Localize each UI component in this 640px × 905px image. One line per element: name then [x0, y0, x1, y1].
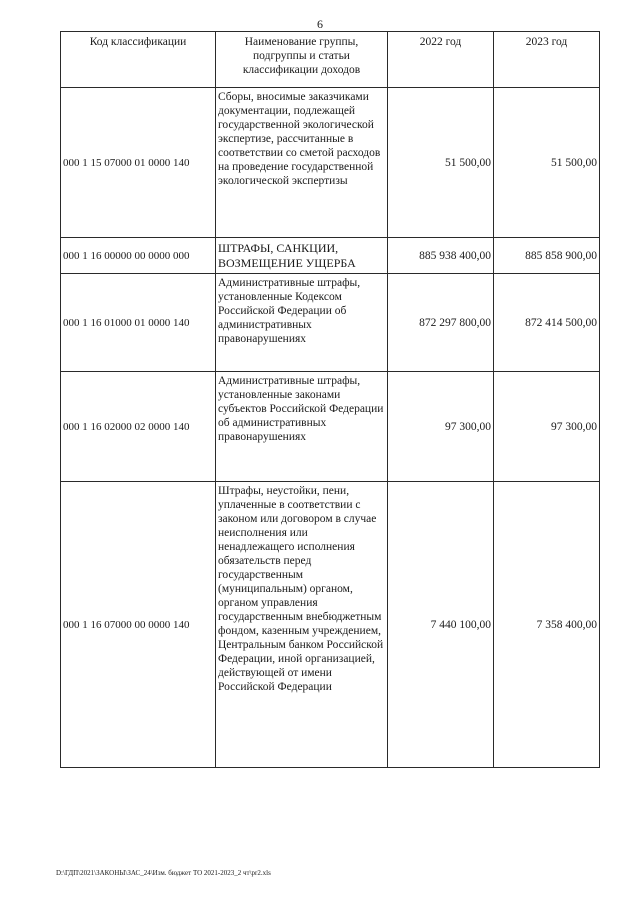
- amount-2022: 872 297 800,00: [388, 274, 494, 372]
- header-name: Наименование группы, подгруппы и статьи классификации доходов: [216, 32, 388, 88]
- budget-revenue-table: [60, 31, 600, 768]
- classification-code: 000 1 16 02000 02 0000 140: [61, 372, 216, 482]
- header-year-2023: 2023 год: [494, 32, 600, 88]
- table-row: [61, 88, 600, 238]
- amount-2022: 885 938 400,00: [388, 238, 494, 274]
- classification-code: 000 1 16 00000 00 0000 000: [61, 238, 216, 274]
- amount-2023: 872 414 500,00: [494, 274, 600, 372]
- table-row: [61, 274, 600, 372]
- revenue-name: Административные штрафы, установленные законами субъектов Российской Федерации об административных правонарушениях: [216, 372, 388, 482]
- file-path-footer: D:\ГДП\2021\ЗАКОНЫ\ЗАС_24\Изм. бюджет ТО 2021-2023_2 чт\pr2.xls: [56, 869, 271, 877]
- amount-2022: 97 300,00: [388, 372, 494, 482]
- table-row: [61, 238, 600, 274]
- amount-2023: 51 500,00: [494, 88, 600, 238]
- table-row: [61, 482, 600, 768]
- amount-2023: 7 358 400,00: [494, 482, 600, 768]
- header-year-2022: 2022 год: [388, 32, 494, 88]
- revenue-name: Административные штрафы, установленные Кодексом Российской Федерации об административных правонарушениях: [216, 274, 388, 372]
- page-number: 6: [317, 17, 323, 31]
- amount-2022: 51 500,00: [388, 88, 494, 238]
- revenue-name: ШТРАФЫ, САНКЦИИ, ВОЗМЕЩЕНИЕ УЩЕРБА: [216, 238, 388, 274]
- amount-2022: 7 440 100,00: [388, 482, 494, 768]
- amount-2023: 97 300,00: [494, 372, 600, 482]
- table-header-row: [61, 32, 600, 88]
- classification-code: 000 1 16 07000 00 0000 140: [61, 482, 216, 768]
- classification-code: 000 1 16 01000 01 0000 140: [61, 274, 216, 372]
- table-row: [61, 372, 600, 482]
- classification-code: 000 1 15 07000 01 0000 140: [61, 88, 216, 238]
- revenue-name: Сборы, вносимые заказчиками документации, подлежащей государственной экологической экспертизе, рассчитанные в соответствии со сметой расходов на проведение государственной экологической экспертизы: [216, 88, 388, 238]
- header-code: Код классификации: [61, 32, 216, 88]
- revenue-name: Штрафы, неустойки, пени, уплаченные в соответствии с законом или договором в случае неисполнения или ненадлежащего исполнения обязательств перед государственным (муниципальным) органом, органом управления государственным внебюджетным фондом, казенным учреждением, Центральным банком Российской Федерации, иной организацией, действующей от имени Российской Федерации: [216, 482, 388, 768]
- amount-2023: 885 858 900,00: [494, 238, 600, 274]
